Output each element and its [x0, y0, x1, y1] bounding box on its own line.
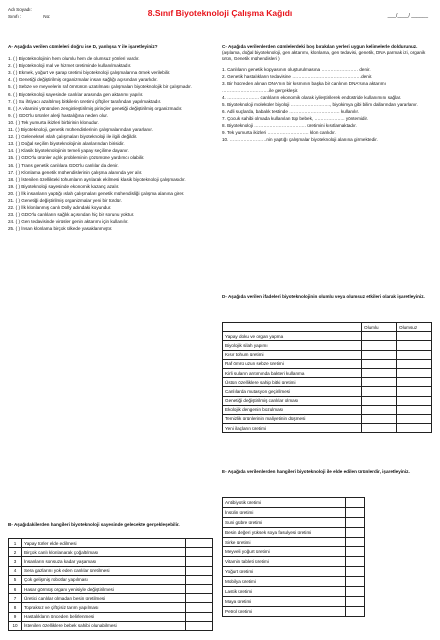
- product-cell: Petrol üretimi: [223, 606, 346, 616]
- true-false-item[interactable]: 4. ( ) Genetiği değiştirilmiş organizmalar insan sağlığı açısından yararlıdır.: [8, 77, 158, 83]
- answer-cell[interactable]: [186, 548, 213, 557]
- table-row: [9, 621, 213, 630]
- statement-cell: Biyolojik silah yapımı: [223, 341, 362, 350]
- row-number: 3: [9, 557, 22, 566]
- answer-cell[interactable]: [186, 594, 213, 603]
- true-false-item[interactable]: 12. ( ) Geleneksel ıslah çalışmaları biyoteknoloji ile ilgili değildir.: [8, 134, 138, 140]
- table-row: [223, 332, 432, 341]
- check-cell[interactable]: [346, 547, 365, 557]
- true-false-item[interactable]: 20. ( ) İlk insanların yaptığı ıslah çalışmaları genetik mühendisliği çalışma alanına girer.: [8, 190, 185, 196]
- answer-cell[interactable]: [186, 621, 213, 630]
- positive-checkbox-cell[interactable]: [362, 368, 397, 377]
- row-text: İstenilen özelliklere bebek sahibi olunabilmesi: [22, 621, 186, 630]
- fill-blank-item[interactable]: 10. ……………………nin yaptığı çalışmalar biyoteknoloji alanına girmektedir.: [222, 137, 378, 143]
- table-row: [9, 539, 213, 548]
- date-field: ___/____/ ______: [387, 13, 428, 19]
- table-row: [9, 566, 213, 575]
- table-row: [223, 498, 365, 508]
- row-text: Çok gelişmiş robotlar yapılması: [22, 575, 186, 584]
- answer-cell[interactable]: [186, 557, 213, 566]
- product-cell: Mobilya üretimi: [223, 577, 346, 587]
- statement-cell: Kısır tohum üretimi: [223, 350, 362, 359]
- worksheet-title: 8.Sınıf Biyoteknoloji Çalışma Kağıdı: [147, 8, 293, 18]
- answer-cell[interactable]: [186, 612, 213, 621]
- product-cell: Suni gübre üretimi: [223, 517, 346, 527]
- row-text: Sera gazlarını yok eden canlılar üretilmesi: [22, 566, 186, 575]
- fill-blank-item[interactable]: 8. Biyoteknoloji ……………………………. üretimini kısıtlamaktadır.: [222, 123, 357, 129]
- section-c-heading-text: C- Aşağıda verilenlerden cümlelerdeki boş bırakılan yerleri uygun kelimelerle doldurunuz.: [222, 44, 418, 49]
- table-row: [223, 527, 365, 537]
- statement-cell: Üstün özelliklere sahip bitki üretimi: [223, 378, 362, 387]
- row-text: Üretici canlılar olmadan besin üretilmesi: [22, 594, 186, 603]
- true-false-item[interactable]: 3. ( ) Ekmek, yoğurt ve şarap üretimi biyoteknoloji çalışmalarına örnek verilebilir.: [8, 70, 171, 76]
- fill-blank-item[interactable]: 7. Çocuk sahibi olmada kullanılan tüp bebek, ……………….. yöntemidir.: [222, 115, 369, 121]
- fill-blank-item[interactable]: 2. Genetik hastalıkların tedavisine ………………………………………denir.: [222, 74, 373, 80]
- statement-cell: Yeni ilaçların üretimi: [223, 424, 362, 433]
- true-false-item[interactable]: 8. ( ) A vitamini yönünden zenginleştirilmiş pirinçler genetiği değiştirilmiş organizmadır.: [8, 105, 183, 111]
- fill-blank-item[interactable]: 3. Bir hücreden alınan DNA'nın bir kısmının başka bir canlının DNA'sına aktarımı ………………………….ile gerçekleşir.: [222, 81, 386, 93]
- section-b-heading: B- Aşağıdakilerden hangileri biyoteknoloji sayesinde gelecekte gerçekleşebilir.: [8, 522, 180, 527]
- true-false-item[interactable]: 13. ( ) Doğal seçilim biyoteknolojinin alanlarından birisidir.: [8, 141, 125, 147]
- section-c-heading: [222, 44, 432, 62]
- table-row: [9, 612, 213, 621]
- positive-checkbox-cell[interactable]: [362, 350, 397, 359]
- row-number: 2: [9, 548, 22, 557]
- negative-checkbox-cell[interactable]: [397, 414, 432, 423]
- negative-checkbox-cell[interactable]: [397, 424, 432, 433]
- statement-cell: Raf ömrü uzun sebze üretimi: [223, 359, 362, 368]
- row-number: 6: [9, 584, 22, 593]
- statement-cell: Temizlik ürünlerinin maliyetinin düşmesi: [223, 414, 362, 423]
- row-number: 5: [9, 575, 22, 584]
- row-number: 4: [9, 566, 22, 575]
- row-text: Hastalıkların önceden belirlenmesi: [22, 612, 186, 621]
- table-row: [223, 547, 365, 557]
- table-row: [223, 378, 432, 387]
- table-row: [223, 405, 432, 414]
- d-col-negative: Olumsuz: [397, 323, 432, 332]
- product-cell: Sirke üretimi: [223, 537, 346, 547]
- fill-blank-item[interactable]: 5. Biyoteknoloji moleküler biyoloji …………………….., biyokimya gibi bilim dallarından yararlanır.: [222, 101, 418, 107]
- answer-cell[interactable]: [186, 575, 213, 584]
- table-row: [223, 396, 432, 405]
- fill-blank-item[interactable]: 1. Canlıların genetik kopyasının oluşturulmasına …………………… denir.: [222, 67, 371, 73]
- statement-cell: Genetiği değiştirilmiş canlılar olması: [223, 396, 362, 405]
- d-col-statement: [223, 323, 362, 332]
- positive-checkbox-cell[interactable]: [362, 387, 397, 396]
- fill-blank-item[interactable]: 4. ………………… canlıların ekonomik olarak iyileştirilerek endüstride kullanımını sağlar.: [222, 94, 402, 100]
- true-false-item[interactable]: 23. ( ) GDO'lu canlıların sağlık açısından hiç bir sorunu yoktur.: [8, 212, 135, 218]
- positive-checkbox-cell[interactable]: [362, 414, 397, 423]
- section-a-heading: A- Aşağıda verilen cümleleri doğru ise D, yanlışsa Y ile işaretleyiniz?: [8, 44, 158, 49]
- row-text: Birçok canlı klonlanarak çoğaltılması: [22, 548, 186, 557]
- table-row: [223, 414, 432, 423]
- true-false-item[interactable]: 21. ( ) Genetiği değiştirilmiş organizmalar yeni bir türdür.: [8, 197, 122, 203]
- product-cell: Meyveli yoğurt üretimi: [223, 547, 346, 557]
- product-cell: Antibiyotik üretimi: [223, 498, 346, 508]
- table-row: [223, 577, 365, 587]
- check-cell[interactable]: [346, 596, 365, 606]
- fill-blank-item[interactable]: 6. Adli suçlarda, babalık testinde …………………………… kullanılır.: [222, 108, 360, 114]
- statement-cell: Ekolojik dengenin bozulması: [223, 405, 362, 414]
- positive-checkbox-cell[interactable]: [362, 396, 397, 405]
- product-cell: Vitamin tableti üretimi: [223, 557, 346, 567]
- section-c-items: [222, 67, 432, 143]
- table-row: [223, 341, 432, 350]
- section-a: [8, 44, 213, 233]
- true-false-item[interactable]: 15. ( ) GDO'lu ürünler açlık probleminin çözümüne yardımcı olabilir.: [8, 155, 145, 161]
- product-cell: İnsülin üretimi: [223, 507, 346, 517]
- check-cell[interactable]: [346, 587, 365, 597]
- table-row: [223, 606, 365, 616]
- table-row: [9, 548, 213, 557]
- product-cell: Besin değeri yüksek soya fasulyesi üretimi: [223, 527, 346, 537]
- table-row: [223, 596, 365, 606]
- true-false-item[interactable]: 22. ( ) İlk klonlanmış canlı Dolly adındaki koyundur.: [8, 205, 112, 211]
- true-false-item[interactable]: 2. ( ) Biyoteknoloji mal ve hizmet üretiminde kullanılmaktadır.: [8, 63, 132, 69]
- row-number: 8: [9, 603, 22, 612]
- table-row: [223, 387, 432, 396]
- positive-checkbox-cell[interactable]: [362, 424, 397, 433]
- class-label: Sınıfı :: [8, 14, 22, 19]
- negative-checkbox-cell[interactable]: [397, 396, 432, 405]
- row-number: 7: [9, 594, 22, 603]
- table-row: [9, 575, 213, 584]
- negative-checkbox-cell[interactable]: [397, 387, 432, 396]
- true-false-item[interactable]: 5. ( ) Sebze ve meyvelerin raf ömrünün uzatılması çalışmaları biyoteknolojik bir çalışmadır.: [8, 84, 192, 90]
- negative-checkbox-cell[interactable]: [397, 350, 432, 359]
- positive-checkbox-cell[interactable]: [362, 341, 397, 350]
- check-cell[interactable]: [346, 537, 365, 547]
- product-cell: Yoğurt üretimi: [223, 567, 346, 577]
- check-cell[interactable]: [346, 527, 365, 537]
- negative-checkbox-cell[interactable]: [397, 359, 432, 368]
- true-false-item[interactable]: 16. ( ) Trans genetik canlılara GDO'lu canlılar da denir.: [8, 162, 119, 168]
- section-b-table: [8, 538, 213, 631]
- product-cell: Maya üretimi: [223, 596, 346, 606]
- section-a-items: [8, 56, 213, 232]
- section-e-heading: E- Aşağıda verilenlerden hangileri biyoteknoloji ile elde edilen ürünlerdir, işaretleyiniz.: [222, 469, 410, 474]
- true-false-item[interactable]: 10. ( ) Tek yumurta ikizleri birbirinin klonudur.: [8, 119, 99, 125]
- row-number: 1: [9, 539, 22, 548]
- statement-cell: Canlılarda mutasyon geçirilmesi: [223, 387, 362, 396]
- section-e-table: [222, 497, 365, 617]
- table-row: [9, 594, 213, 603]
- positive-checkbox-cell[interactable]: [362, 332, 397, 341]
- section-c: [222, 44, 432, 144]
- true-false-item[interactable]: 25. ( ) İnsan klonlama birçok ülkede yasaklanmıştır.: [8, 226, 113, 232]
- answer-cell[interactable]: [186, 584, 213, 593]
- true-false-item[interactable]: 11. ( ) Biyoteknoloji, genetik mühendislerinin çalışmalarından yararlanır.: [8, 127, 153, 133]
- table-row: [223, 507, 365, 517]
- check-cell[interactable]: [346, 507, 365, 517]
- table-row: [223, 567, 365, 577]
- table-row: [9, 584, 213, 593]
- check-cell[interactable]: [346, 517, 365, 527]
- true-false-item[interactable]: 14. ( ) Klasik biyoteknolojinin temeli yapay seçilime dayanır.: [8, 148, 129, 154]
- positive-checkbox-cell[interactable]: [362, 405, 397, 414]
- table-row: [223, 537, 365, 547]
- row-number: 10: [9, 621, 22, 630]
- answer-cell[interactable]: [186, 603, 213, 612]
- true-false-item[interactable]: 19. ( ) Biyoteknoloji sayesinde ekonomik kazanç azalır.: [8, 183, 120, 189]
- true-false-item[interactable]: 1. ( ) Biyoteknolojinin hem olumlu hem de olumsuz yönleri vardır.: [8, 56, 140, 62]
- answer-cell[interactable]: [186, 539, 213, 548]
- d-col-positive: Olumlu: [362, 323, 397, 332]
- table-row: [223, 368, 432, 377]
- true-false-item[interactable]: 7. ( ) Su ihtiyacı azaltılmış bitkilerin üretimi çiftçiler tarafından yapılmaktadır.: [8, 98, 162, 104]
- statement-cell: Yapay doku ve organ yapma: [223, 332, 362, 341]
- row-text: İnsanların sonsuza kadar yaşaması: [22, 557, 186, 566]
- row-number: 9: [9, 612, 22, 621]
- negative-checkbox-cell[interactable]: [397, 368, 432, 377]
- table-row: [223, 350, 432, 359]
- true-false-item[interactable]: 24. ( ) Gen tedavisinde virüsler genin aktarımı için kullanılır.: [8, 219, 129, 225]
- no-label: No:: [43, 14, 51, 19]
- check-cell[interactable]: [346, 577, 365, 587]
- section-c-hint: (aşılama, doğal biyoteknoloji, gen aktarımı, klonlama, gen tedavisi, genetik, DNA parmak izi, organik ürün, Genetik mühendisleri ): [222, 50, 426, 62]
- table-row: [9, 557, 213, 566]
- row-text: Yapay türler elde edilmesi: [22, 539, 186, 548]
- table-row: [223, 359, 432, 368]
- product-cell: Lastik üretimi: [223, 587, 346, 597]
- positive-checkbox-cell[interactable]: [362, 378, 397, 387]
- table-row: [223, 517, 365, 527]
- table-row: [223, 587, 365, 597]
- negative-checkbox-cell[interactable]: [397, 405, 432, 414]
- positive-checkbox-cell[interactable]: [362, 359, 397, 368]
- name-label: Adı Soyadı:: [8, 7, 32, 12]
- table-row: [223, 557, 365, 567]
- statement-cell: Kirli suların arıtımında bakteri kullanma: [223, 368, 362, 377]
- table-row: [9, 603, 213, 612]
- check-cell[interactable]: [346, 567, 365, 577]
- row-text: Topraksız ve çiftçisiz tarım yapılması: [22, 603, 186, 612]
- section-d-heading: D- Aşağıda verilen ifadeleri biyoteknolojinin olumlu veya olumsuz etkileri olarak işaretleyiniz.: [222, 294, 425, 299]
- true-false-item[interactable]: 18. ( ) İstenilen özellikteki tohumların ayrılarak ekilmesi klasik biyoteknoloji çalışmasıdır.: [8, 176, 186, 182]
- negative-checkbox-cell[interactable]: [397, 378, 432, 387]
- check-cell[interactable]: [346, 606, 365, 616]
- negative-checkbox-cell[interactable]: [397, 341, 432, 350]
- fill-blank-item[interactable]: 9. Tek yumurta ikizleri ……………………… klon canlıdır.: [222, 130, 336, 136]
- section-d-table: [222, 322, 432, 433]
- true-false-item[interactable]: 9. ( ) GDO'lu ürünler alerji hastalığına neden olur.: [8, 112, 108, 118]
- check-cell[interactable]: [346, 498, 365, 508]
- row-text: Hasar görmüş organı yenisiyle değiştirilmesi: [22, 584, 186, 593]
- check-cell[interactable]: [346, 557, 365, 567]
- true-false-item[interactable]: 6. ( ) Biyoteknoloji sayesinde canlılar arasında gen aktarımı yapılır.: [8, 91, 144, 97]
- answer-cell[interactable]: [186, 566, 213, 575]
- true-false-item[interactable]: 17. ( ) Klonlama genetik mühendislerinin çalışma alanında yer alır.: [8, 169, 143, 175]
- table-row: [223, 424, 432, 433]
- negative-checkbox-cell[interactable]: [397, 332, 432, 341]
